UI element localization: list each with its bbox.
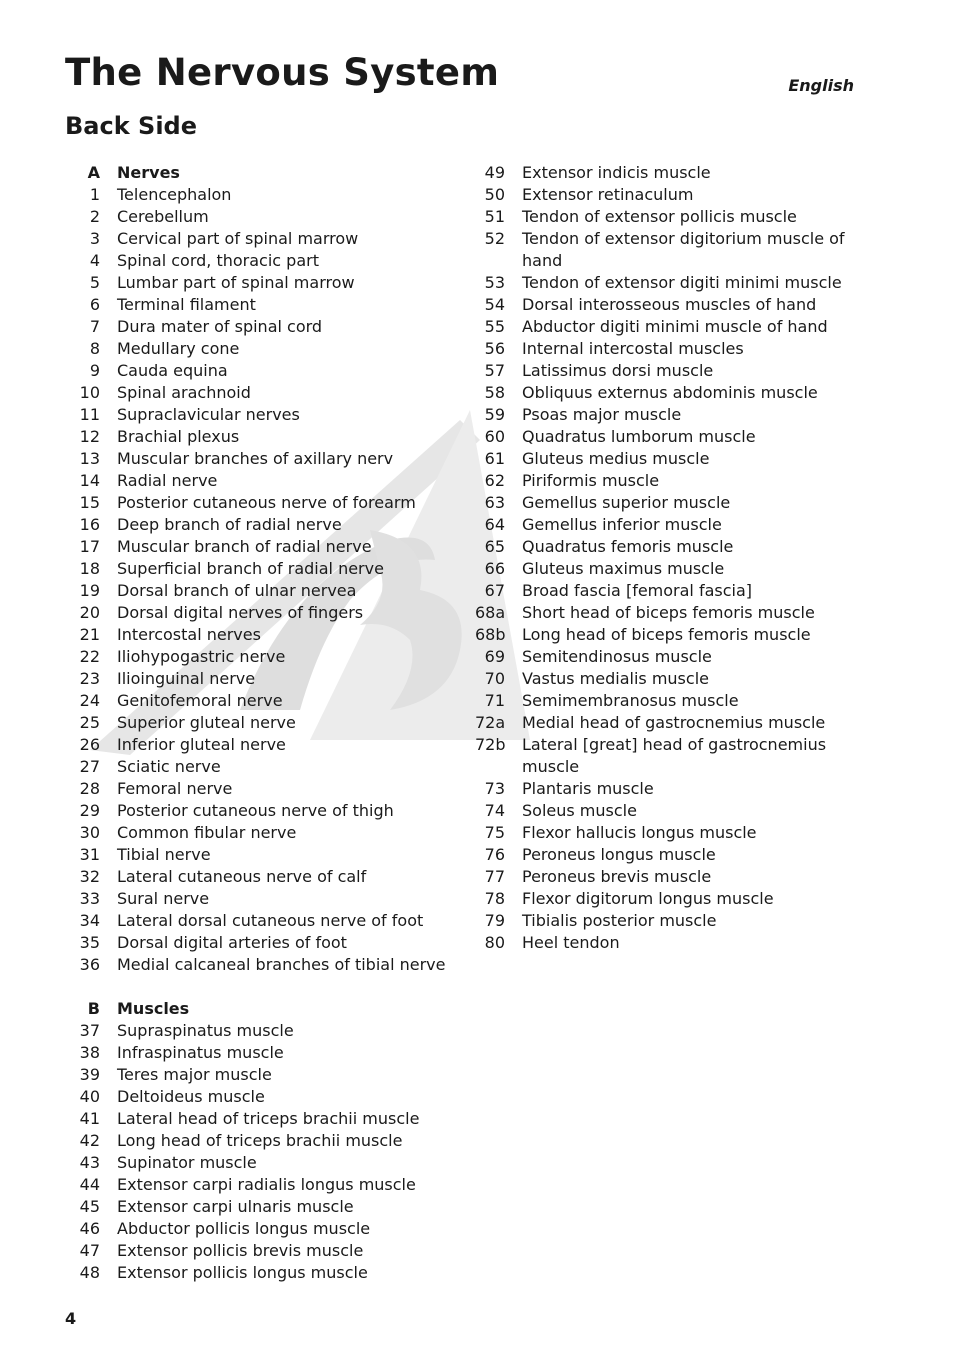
legend-item-label: Obliquus externus abdominis muscle [522,383,818,402]
legend-item [475,910,875,932]
legend-item [70,1174,455,1196]
legend-item-number: 14 [79,471,100,490]
legend-item-label: Cervical part of spinal marrow [117,229,359,248]
legend-item-number: 15 [79,493,100,512]
legend-item-label: Broad fascia [femoral fascia] [522,581,753,600]
legend-item [70,756,455,778]
legend-item-number: 49 [484,163,505,182]
legend-item-number: 53 [484,273,505,292]
legend-item [475,712,875,734]
legend-item-label: Peroneus brevis muscle [522,867,712,886]
legend-item-number: 19 [79,581,100,600]
legend-item [475,888,875,910]
legend-item-number: 4 [89,251,100,270]
legend-item-label: Extensor carpi ulnaris muscle [117,1197,354,1216]
legend-item-label: Piriformis muscle [522,471,660,490]
legend-item-label: Lateral cutaneous nerve of calf [117,867,367,886]
legend-item-number: 80 [484,933,505,952]
legend-item-number: 75 [484,823,505,842]
legend-item-label: Supinator muscle [117,1153,257,1172]
legend-item-number: 20 [79,603,100,622]
legend-item-number: 65 [484,537,505,556]
legend-item-number: 1 [89,185,100,204]
legend-item-label: Supraclavicular nerves [117,405,300,424]
legend-item [70,800,455,822]
legend-item-number: A [87,163,100,182]
section-heading [70,162,455,184]
legend-item [70,316,455,338]
legend-item-number: 69 [484,647,505,666]
legend-item [475,800,875,822]
legend-item [70,558,455,580]
legend-item [475,822,875,844]
legend-item-label: Spinal cord, thoracic part [117,251,319,270]
language-label: English [788,76,854,95]
legend-item-label: Soleus muscle [522,801,637,820]
legend-item-number: 52 [484,229,505,248]
legend-item-number: 36 [79,955,100,974]
legend-item-number: 40 [79,1087,100,1106]
legend-item-label: Spinal arachnoid [117,383,251,402]
legend-item-label: Dorsal digital nerves of fingers [117,603,364,622]
legend-item [70,734,455,756]
legend-item-label: Flexor hallucis longus muscle [522,823,757,842]
legend-item [70,822,455,844]
legend-item-number: 2 [89,207,100,226]
legend-item [70,470,455,492]
legend-item [70,294,455,316]
legend-item [70,382,455,404]
legend-item-number: 74 [484,801,505,820]
legend-item [70,954,455,976]
legend-item [475,646,875,668]
legend-item [475,426,875,448]
left-column [70,162,455,1284]
legend-item-label: Nerves [117,163,180,182]
legend-item-number: 60 [484,427,505,446]
legend-item [475,404,875,426]
legend-item-label: Sciatic nerve [117,757,221,776]
legend-item [70,338,455,360]
legend-item [70,910,455,932]
legend-item [70,778,455,800]
page-subtitle: Back Side [65,112,197,140]
legend-item [475,668,875,690]
legend-item-number: 13 [79,449,100,468]
legend-item [70,866,455,888]
legend-item-label: Gluteus medius muscle [522,449,710,468]
legend-item [475,778,875,800]
legend-item [70,1196,455,1218]
legend-item-label: Long head of biceps femoris muscle [522,625,811,644]
legend-item [70,536,455,558]
legend-item-label: Gemellus superior muscle [522,493,731,512]
legend-item-label: Extensor retinaculum [522,185,694,204]
legend-item [475,338,875,360]
legend-item-label: Semitendinosus muscle [522,647,712,666]
legend-item-label: Dorsal interosseous muscles of hand [522,295,817,314]
legend-item-label: Tendon of extensor pollicis muscle [522,207,797,226]
legend-item [70,646,455,668]
legend-item-number: 79 [484,911,505,930]
legend-item-label: Short head of biceps femoris muscle [522,603,815,622]
legend-item-number: 39 [79,1065,100,1084]
legend-item-number: 72a [475,713,506,732]
legend-item-label: Infraspinatus muscle [117,1043,284,1062]
legend-item-number: 78 [484,889,505,908]
legend-item-number: 41 [79,1109,100,1128]
legend-item-label: Tendon of extensor digiti minimi muscle [522,273,842,292]
legend-item [475,382,875,404]
legend-item [70,1064,455,1086]
legend-item-label: Sural nerve [117,889,210,908]
legend-item [70,888,455,910]
legend-item [70,844,455,866]
legend-item-label: Muscular branch of radial nerve [117,537,372,556]
legend-item-number: 35 [79,933,100,952]
legend-item [70,1218,455,1240]
legend-item-number: 29 [79,801,100,820]
legend-item [70,1152,455,1174]
legend-item-number: 44 [79,1175,100,1194]
legend-item-label: Gluteus maximus muscle [522,559,725,578]
legend-item-number: 68a [475,603,506,622]
legend-item-number: 6 [89,295,100,314]
legend-item [475,448,875,470]
legend-item-label: Gemellus inferior muscle [522,515,722,534]
legend-item-label: Internal intercostal muscles [522,339,744,358]
legend-item [475,228,875,272]
legend-item-number: 67 [484,581,505,600]
legend-item-label: Lumbar part of spinal marrow [117,273,355,292]
page-title: The Nervous System [65,51,500,94]
legend-item-number: 24 [79,691,100,710]
legend-item-number: 34 [79,911,100,930]
legend-item-number: 47 [79,1241,100,1260]
legend-item [475,734,875,778]
legend-item [475,536,875,558]
legend-item-number: 48 [79,1263,100,1282]
legend-item-number: 10 [79,383,100,402]
legend-item [475,866,875,888]
legend-item-number: 18 [79,559,100,578]
legend-item [475,470,875,492]
legend-item-label: Tibial nerve [117,845,211,864]
legend-item-number: 70 [484,669,505,688]
legend-item-label: Medial head of gastrocnemius muscle [522,713,826,732]
legend-item-number: 33 [79,889,100,908]
legend-item-label: Telencephalon [117,185,232,204]
legend-item [70,1130,455,1152]
legend-item-label: Lateral [great] head of gastrocnemius muscle [522,735,827,776]
legend-item-label: Flexor digitorum longus muscle [522,889,774,908]
legend-item-label: Extensor pollicis longus muscle [117,1263,368,1282]
legend-item-label: Brachial plexus [117,427,240,446]
legend-item [70,1020,455,1042]
legend-item-label: Peroneus longus muscle [522,845,716,864]
legend-item-label: Femoral nerve [117,779,233,798]
legend-item-label: Extensor indicis muscle [522,163,711,182]
legend-item-label: Abductor pollicis longus muscle [117,1219,371,1238]
legend-item-label: Deltoideus muscle [117,1087,265,1106]
legend-item-label: Common fibular nerve [117,823,297,842]
legend-item-number: 11 [79,405,100,424]
legend-item-label: Tendon of extensor digitorium muscle of hand [522,229,845,270]
legend-item [70,250,455,272]
legend-item [70,272,455,294]
legend-item [475,690,875,712]
legend-item-number: 61 [484,449,505,468]
legend-item-label: Plantaris muscle [522,779,654,798]
right-column [475,162,875,954]
legend-item-label: Quadratus lumborum muscle [522,427,756,446]
legend-item [475,844,875,866]
legend-item-label: Genitofemoral nerve [117,691,283,710]
legend-item-label: Medial calcaneal branches of tibial nerve [117,955,446,974]
legend-item-number: 46 [79,1219,100,1238]
legend-item-number: 30 [79,823,100,842]
legend-item-number: 59 [484,405,505,424]
legend-item [70,228,455,250]
legend-item-number: 27 [79,757,100,776]
legend-item-label: Deep branch of radial nerve [117,515,342,534]
legend-item [70,184,455,206]
legend-item [475,602,875,624]
legend-item [475,272,875,294]
legend-item-number: 62 [484,471,505,490]
legend-item [475,294,875,316]
legend-item-number: 42 [79,1131,100,1150]
legend-item-label: Heel tendon [522,933,620,952]
page-number: 4 [65,1309,77,1328]
legend-item-number: 68b [475,625,506,644]
legend-item-label: Terminal filament [117,295,256,314]
legend-item-number: 55 [484,317,505,336]
legend-item-number: 31 [79,845,100,864]
legend-item-number: 25 [79,713,100,732]
legend-item-number: 26 [79,735,100,754]
legend-item [70,1042,455,1064]
legend-item [475,206,875,228]
legend-item [475,624,875,646]
legend-item-label: Extensor pollicis brevis muscle [117,1241,364,1260]
legend-item-number: 38 [79,1043,100,1062]
legend-item-number: 73 [484,779,505,798]
legend-item [70,602,455,624]
legend-item-number: 22 [79,647,100,666]
legend-item [70,1240,455,1262]
legend-item-label: Tibialis posterior muscle [522,911,717,930]
legend-item-number: 7 [89,317,100,336]
legend-item-label: Teres major muscle [117,1065,272,1084]
legend-item-number: 50 [484,185,505,204]
legend-item-label: Intercostal nerves [117,625,261,644]
legend-item-number: 71 [484,691,505,710]
legend-item-number: 12 [79,427,100,446]
legend-item-label: Vastus medialis muscle [522,669,709,688]
legend-item-number: 58 [484,383,505,402]
legend-item [475,162,875,184]
legend-item [70,624,455,646]
legend-item-number: 28 [79,779,100,798]
legend-item [475,932,875,954]
legend-item-number: 3 [89,229,100,248]
legend-item-label: Cerebellum [117,207,209,226]
legend-item-label: Semimembranosus muscle [522,691,739,710]
legend-item-label: Iliohypogastric nerve [117,647,286,666]
legend-item-label: Muscles [117,999,190,1018]
legend-item-number: 45 [79,1197,100,1216]
legend-item-label: Latissimus dorsi muscle [522,361,714,380]
legend-item-label: Quadratus femoris muscle [522,537,734,556]
legend-item-number: 66 [484,559,505,578]
legend-item [475,514,875,536]
legend-item-number: 9 [89,361,100,380]
legend-item-number: 77 [484,867,505,886]
legend-item-label: Superior gluteal nerve [117,713,296,732]
legend-item-number: 57 [484,361,505,380]
legend-item-number: 5 [89,273,100,292]
legend-item-label: Inferior gluteal nerve [117,735,286,754]
legend-item-label: Radial nerve [117,471,218,490]
legend-item-number: 43 [79,1153,100,1172]
legend-item-label: Long head of triceps brachii muscle [117,1131,403,1150]
legend-item-label: Dorsal digital arteries of foot [117,933,347,952]
legend-item [70,932,455,954]
legend-item [70,492,455,514]
legend-item [475,360,875,382]
legend-item-label: Dura mater of spinal cord [117,317,323,336]
legend-item-number: 23 [79,669,100,688]
legend-item [70,580,455,602]
legend-item-label: Extensor carpi radialis longus muscle [117,1175,416,1194]
legend-item-number: 76 [484,845,505,864]
legend-item-number: 32 [79,867,100,886]
legend-item [475,316,875,338]
legend-item-label: Posterior cutaneous nerve of forearm [117,493,416,512]
legend-item-number: 72b [475,735,506,754]
legend-item-number: 16 [79,515,100,534]
legend-item [70,1086,455,1108]
legend-item-label: Medullary cone [117,339,240,358]
legend-item [475,184,875,206]
legend-item-number: 51 [484,207,505,226]
legend-item [70,514,455,536]
legend-item [70,1108,455,1130]
legend-item-number: B [87,999,100,1018]
legend-item [70,448,455,470]
legend-item [70,668,455,690]
legend-item [70,1262,455,1284]
legend-item [70,360,455,382]
legend-item-label: Lateral head of triceps brachii muscle [117,1109,420,1128]
legend-item-label: Abductor digiti minimi muscle of hand [522,317,828,336]
legend-item-number: 37 [79,1021,100,1040]
legend-item-label: Dorsal branch of ulnar nervea [117,581,357,600]
legend-item-label: Cauda equina [117,361,228,380]
section-heading [70,998,455,1020]
legend-item-number: 17 [79,537,100,556]
legend-item [475,580,875,602]
legend-item [70,712,455,734]
legend-item-label: Posterior cutaneous nerve of thigh [117,801,394,820]
legend-item [475,558,875,580]
legend-item-label: Ilioinguinal nerve [117,669,256,688]
legend-item-label: Muscular branches of axillary nerv [117,449,394,468]
legend-item [70,426,455,448]
legend-item-number: 21 [79,625,100,644]
legend-item-label: Supraspinatus muscle [117,1021,294,1040]
legend-item-number: 64 [484,515,505,534]
legend-item-label: Psoas major muscle [522,405,682,424]
legend-item-number: 54 [484,295,505,314]
legend-item-label: Lateral dorsal cutaneous nerve of foot [117,911,424,930]
legend-item [70,206,455,228]
legend-item-number: 56 [484,339,505,358]
legend-item [475,492,875,514]
legend-item [70,690,455,712]
legend-item [70,404,455,426]
legend-item-number: 63 [484,493,505,512]
legend-item-number: 8 [89,339,100,358]
legend-item-label: Superficial branch of radial nerve [117,559,384,578]
